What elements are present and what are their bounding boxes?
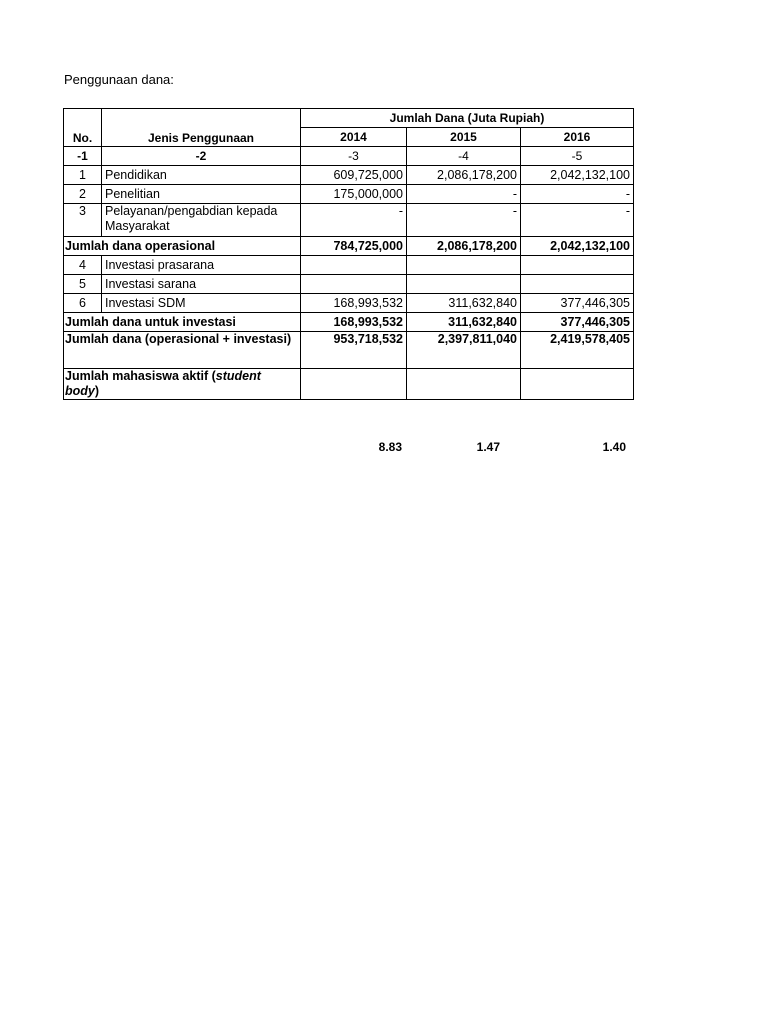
value-cell: 2,086,178,200 bbox=[407, 166, 521, 185]
index-cell: -3 bbox=[301, 147, 407, 166]
total-value: 784,725,000 bbox=[301, 237, 407, 256]
mahasiswa-label-suffix: ) bbox=[94, 384, 100, 398]
mahasiswa-label-prefix: Jumlah mahasiswa aktif ( bbox=[65, 369, 216, 383]
page-heading: Penggunaan dana: bbox=[64, 72, 174, 87]
total-value: 311,632,840 bbox=[407, 313, 521, 332]
value-cell: - bbox=[407, 185, 521, 204]
row-number: 1 bbox=[64, 166, 102, 185]
total-label: Jumlah dana untuk investasi bbox=[64, 313, 301, 332]
mahasiswa-label-italic: student body bbox=[65, 369, 261, 398]
col-header-no: No. bbox=[64, 109, 102, 147]
value-cell: - bbox=[301, 204, 407, 237]
value-cell: 175,000,000 bbox=[301, 185, 407, 204]
value-cell: 2,042,132,100 bbox=[521, 166, 634, 185]
value-cell: 609,725,000 bbox=[301, 166, 407, 185]
index-cell: -2 bbox=[102, 147, 301, 166]
total-value: 377,446,305 bbox=[521, 313, 634, 332]
value-cell: 377,446,305 bbox=[521, 294, 634, 313]
row-label: Investasi SDM bbox=[102, 294, 301, 313]
ratio-2016: 1.40 bbox=[602, 440, 626, 454]
value-cell bbox=[407, 256, 521, 275]
index-cell: -4 bbox=[407, 147, 521, 166]
value-cell: - bbox=[407, 204, 521, 237]
row-number: 5 bbox=[64, 275, 102, 294]
value-cell bbox=[521, 256, 634, 275]
table-row bbox=[64, 185, 634, 204]
col-header-jenis: Jenis Penggunaan bbox=[102, 109, 301, 147]
row-number: 6 bbox=[64, 294, 102, 313]
total-value: 2,042,132,100 bbox=[521, 237, 634, 256]
value-cell bbox=[407, 275, 521, 294]
row-label: Pelayanan/pengabdian kepada Masyarakat bbox=[102, 204, 301, 237]
row-number: 2 bbox=[64, 185, 102, 204]
total-operasional-row bbox=[64, 237, 634, 256]
value-cell: 311,632,840 bbox=[407, 294, 521, 313]
year-2016: 2016 bbox=[521, 128, 634, 147]
total-investasi-row bbox=[64, 313, 634, 332]
total-value: 2,397,811,040 bbox=[407, 332, 521, 369]
row-label: Investasi sarana bbox=[102, 275, 301, 294]
table-row bbox=[64, 204, 634, 237]
value-cell: - bbox=[521, 185, 634, 204]
year-2015: 2015 bbox=[407, 128, 521, 147]
table-row bbox=[64, 256, 634, 275]
index-cell: -5 bbox=[521, 147, 634, 166]
table-row bbox=[64, 166, 634, 185]
value-cell bbox=[301, 256, 407, 275]
index-row bbox=[64, 147, 634, 166]
index-cell: -1 bbox=[64, 147, 102, 166]
ratio-2015: 1.47 bbox=[476, 440, 500, 454]
year-2014: 2014 bbox=[301, 128, 407, 147]
header-row-1 bbox=[64, 109, 634, 128]
row-label: Pendidikan bbox=[102, 166, 301, 185]
total-value: 953,718,532 bbox=[301, 332, 407, 369]
table-row bbox=[64, 294, 634, 313]
col-header-group: Jumlah Dana (Juta Rupiah) bbox=[301, 109, 634, 128]
total-all-row bbox=[64, 332, 634, 369]
funds-table bbox=[63, 108, 634, 400]
value-cell bbox=[407, 369, 521, 400]
table-row bbox=[64, 275, 634, 294]
value-cell: 168,993,532 bbox=[301, 294, 407, 313]
value-cell bbox=[301, 275, 407, 294]
mahasiswa-label bbox=[64, 369, 301, 400]
total-label: Jumlah dana operasional bbox=[64, 237, 301, 256]
value-cell bbox=[521, 275, 634, 294]
value-cell bbox=[301, 369, 407, 400]
value-cell: - bbox=[521, 204, 634, 237]
value-cell bbox=[521, 369, 634, 400]
mahasiswa-row bbox=[64, 369, 634, 400]
total-value: 168,993,532 bbox=[301, 313, 407, 332]
row-label: Penelitian bbox=[102, 185, 301, 204]
total-label: Jumlah dana (operasional + investasi) bbox=[64, 332, 301, 369]
ratio-2014: 8.83 bbox=[378, 440, 402, 454]
row-number: 3 bbox=[64, 204, 102, 237]
total-value: 2,419,578,405 bbox=[521, 332, 634, 369]
total-value: 2,086,178,200 bbox=[407, 237, 521, 256]
row-label: Investasi prasarana bbox=[102, 256, 301, 275]
row-number: 4 bbox=[64, 256, 102, 275]
